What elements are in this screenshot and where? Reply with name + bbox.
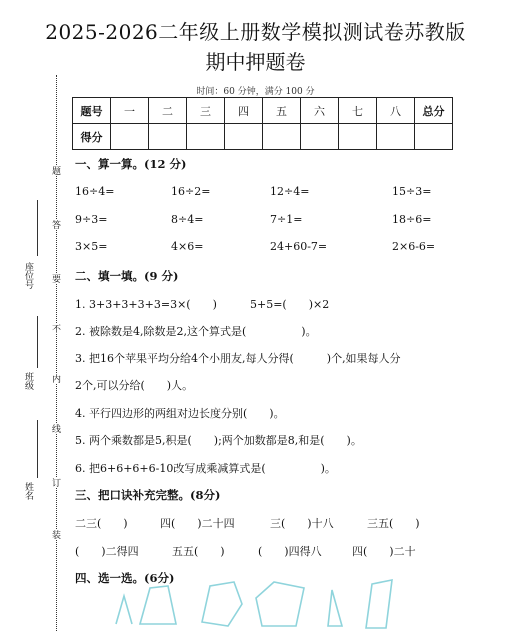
score-blank[interactable]: [339, 124, 377, 150]
rhyme-item: 四( )二十四: [160, 517, 235, 530]
score-cell-1: 一: [111, 98, 149, 124]
score-blank[interactable]: [301, 124, 339, 150]
rhyme-item: 二三( ): [75, 517, 128, 530]
calc-item: 3×5=: [75, 240, 108, 253]
title-line-1: 2025-2026二年级上册数学模拟测试卷苏教版: [45, 20, 466, 44]
binding-char: 线: [50, 424, 60, 433]
calc-item: 9÷3=: [75, 213, 108, 226]
time-info: 时间：60 分钟，满分 100 分: [196, 87, 315, 97]
score-blank[interactable]: [377, 124, 415, 150]
section-3-title: 三、把口诀补充完整。(8分): [75, 488, 221, 502]
fill-question-6: 6. 把6+6+6+6-10改写成乘减算式是( )。: [75, 462, 336, 475]
rhyme-item: ( )四得八: [258, 545, 322, 558]
binding-char: 内: [50, 374, 60, 383]
fill-question-3b: 2个,可以分给( )人。: [75, 379, 194, 392]
calc-item: 2×6-6=: [392, 240, 436, 253]
calc-item: 16÷2=: [171, 185, 211, 198]
binding-char: 不: [50, 324, 60, 333]
score-cell-6: 六: [301, 98, 339, 124]
calc-item: 18÷6=: [392, 213, 432, 226]
name-line[interactable]: [37, 420, 38, 478]
fill-question-4: 4. 平行四边形的两组对边长度分别( )。: [75, 407, 285, 420]
section-1-title: 一、算一算。(12 分): [75, 157, 187, 171]
class-label: 班级: [23, 372, 33, 390]
score-cell-7: 七: [339, 98, 377, 124]
score-cell-4: 四: [225, 98, 263, 124]
calc-item: 8÷4=: [171, 213, 204, 226]
score-cell-label: 题号: [73, 98, 111, 124]
calc-item: 7÷1=: [270, 213, 303, 226]
section-4-title: 四、选一选。(6分): [75, 571, 175, 585]
fill-question-1a: 1. 3+3+3+3+3=3×( ): [75, 298, 217, 311]
fill-question-3a: 3. 把16个苹果平均分给4个小朋友,每人分得( )个,如果每人分: [75, 352, 401, 365]
rhyme-item: 四( )二十: [352, 545, 416, 558]
binding-char: 装: [50, 530, 60, 539]
binding-char: 答: [50, 220, 60, 229]
rhyme-item: ( )二得四: [75, 545, 139, 558]
rhyme-item: 五五( ): [172, 545, 225, 558]
binding-char: 订: [50, 478, 60, 487]
rhyme-item: 三( )十八: [270, 517, 334, 530]
score-cell-3: 三: [187, 98, 225, 124]
shape-outline: [116, 596, 132, 624]
class-line[interactable]: [37, 316, 38, 368]
title-line-2: 期中押题卷: [205, 50, 306, 74]
score-blank[interactable]: [149, 124, 187, 150]
score-cell-5: 五: [263, 98, 301, 124]
score-blank[interactable]: [187, 124, 225, 150]
fill-question-2: 2. 被除数是4,除数是2,这个算式是( )。: [75, 325, 317, 338]
score-blank[interactable]: [225, 124, 263, 150]
fill-question-1b: 5+5=( )×2: [250, 298, 330, 311]
score-table: [72, 97, 453, 150]
score-blank[interactable]: [263, 124, 301, 150]
binding-char: 要: [50, 274, 60, 283]
score-cell-2: 二: [149, 98, 187, 124]
seat-number-label: 座位号: [23, 262, 33, 289]
name-label: 姓名: [23, 482, 33, 500]
score-blank[interactable]: [415, 124, 453, 150]
shape-outline: [328, 590, 342, 626]
calc-item: 15÷3=: [392, 185, 432, 198]
rhyme-item: 三五( ): [367, 517, 420, 530]
shape-outlines: [110, 576, 400, 631]
score-cell-8: 八: [377, 98, 415, 124]
score-blank[interactable]: [111, 124, 149, 150]
calc-item: 4×6=: [171, 240, 204, 253]
section-2-title: 二、填一填。(9 分): [75, 269, 179, 283]
shape-outline: [140, 586, 176, 624]
binding-char: 题: [50, 166, 60, 175]
score-row-label: 得分: [73, 124, 111, 150]
fill-question-5: 5. 两个乘数都是5,积是( );两个加数都是8,和是( )。: [75, 434, 362, 447]
score-cell-total: 总分: [415, 98, 453, 124]
seat-number-line[interactable]: [37, 200, 38, 256]
binding-dotted-line: [56, 75, 57, 631]
score-table-header-row: [73, 98, 453, 124]
calc-item: 24+60-7=: [270, 240, 328, 253]
calc-item: 16÷4=: [75, 185, 115, 198]
shape-outline: [256, 582, 304, 626]
score-table-score-row: [73, 124, 453, 150]
shape-outline: [366, 580, 392, 628]
calc-item: 12÷4=: [270, 185, 310, 198]
shape-outline: [202, 582, 242, 626]
